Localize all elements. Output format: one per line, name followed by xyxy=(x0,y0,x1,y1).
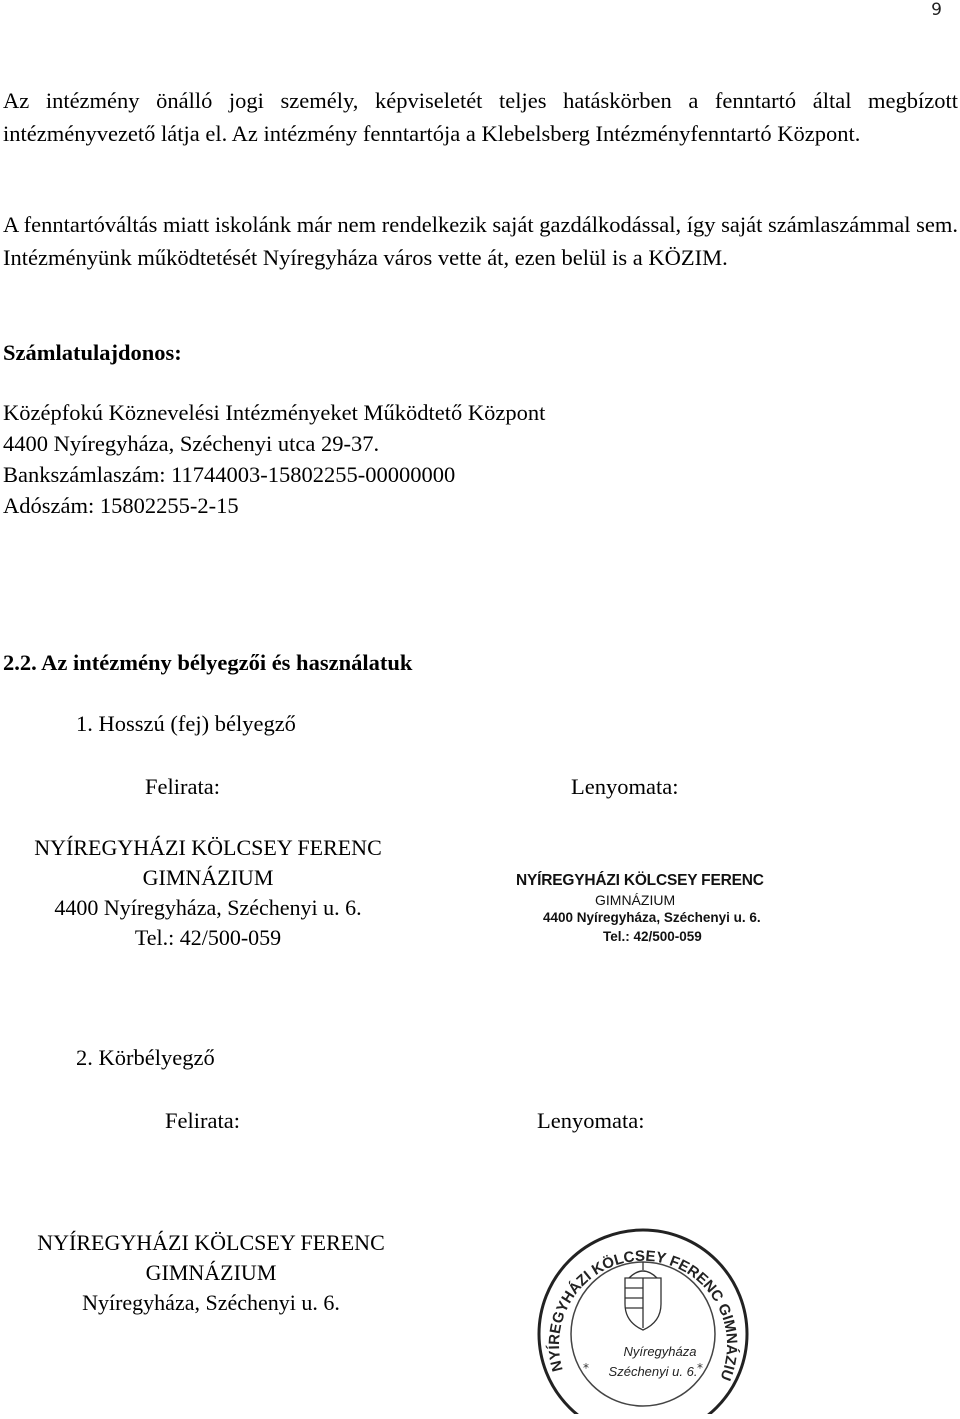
stamp-inner-line-1: Nyíregyháza xyxy=(623,1344,697,1359)
stamp1-line-3: 4400 Nyíregyháza, Széchenyi u. 6. xyxy=(54,895,362,920)
round-stamp-svg xyxy=(525,1226,761,1414)
stamp2-label-text: Felirata: xyxy=(165,1108,240,1133)
stamp-ring-text: NYÍREGYHÁZI KÖLCSEY FERENC GIMNÁZIU xyxy=(545,1247,741,1383)
stamp2-text-block xyxy=(0,1228,422,1318)
stamp1-line-4: Tel.: 42/500-059 xyxy=(134,925,282,950)
stamp2-impression xyxy=(525,1226,761,1414)
stamp2-line-2: GIMNÁZIUM xyxy=(145,1260,277,1285)
stamp1-print-line-2: GIMNÁZIUM xyxy=(595,892,676,908)
star-icon-left: * xyxy=(583,1361,589,1375)
star-icon-right: * xyxy=(697,1361,703,1375)
stamp1-print-line-3: 4400 Nyíregyháza, Széchenyi u. 6. xyxy=(543,910,761,925)
stamp1-line-1: NYÍREGYHÁZI KÖLCSEY FERENC xyxy=(34,835,382,860)
stamp1-text-block xyxy=(0,833,416,953)
stamp1-print-line-4: Tel.: 42/500-059 xyxy=(603,929,702,944)
stamp2-title: 2. Körbélyegző xyxy=(76,1045,215,1070)
section-heading: 2.2. Az intézmény bélyegzői és használatuk xyxy=(3,650,413,675)
account-holder-name: Középfokú Köznevelési Intézményeket Működtető Központ xyxy=(3,400,546,425)
stamp2-line-3: Nyíregyháza, Széchenyi u. 6. xyxy=(82,1290,340,1315)
stamp1-print-line-1: NYÍREGYHÁZI KÖLCSEY FERENC xyxy=(516,872,764,889)
stamp1-label-text: Felirata: xyxy=(145,774,220,799)
stamp-inner-line-2: Széchenyi u. 6. xyxy=(608,1364,698,1379)
page-number: 9 xyxy=(931,0,942,20)
stamp1-line-2: GIMNÁZIUM xyxy=(142,865,274,890)
stamp2-line-1: NYÍREGYHÁZI KÖLCSEY FERENC xyxy=(37,1230,385,1255)
account-holder-address: 4400 Nyíregyháza, Széchenyi utca 29-37. xyxy=(3,431,380,456)
coat-of-arms-icon xyxy=(625,1262,661,1330)
stamp2-label-print: Lenyomata: xyxy=(537,1108,645,1133)
stamp1-title: 1. Hosszú (fej) bélyegző xyxy=(76,711,296,736)
intro-paragraph-2: A fenntartóváltás miatt iskolánk már nem rendelkezik saját gazdálkodással, így saját számlaszámmal sem. Intézményünk működtetését Nyíregyháza város vette át, ezen belül is a KÖZIM. xyxy=(3,212,958,270)
account-holder-heading: Számlatulajdonos: xyxy=(3,340,182,365)
stamp1-label-print: Lenyomata: xyxy=(571,774,679,799)
tax-number: Adószám: 15802255-2-15 xyxy=(3,493,239,518)
stamp1-impression xyxy=(513,862,801,952)
bank-account-number: Bankszámlaszám: 11744003-15802255-00000000 xyxy=(3,462,456,487)
intro-paragraph-1: Az intézmény önálló jogi személy, képviseletét teljes hatáskörben a fenntartó által megbízott intézményvezető látja el. Az intézmény fenntartója a Klebelsberg Intézményfenntartó Központ. xyxy=(3,88,958,146)
